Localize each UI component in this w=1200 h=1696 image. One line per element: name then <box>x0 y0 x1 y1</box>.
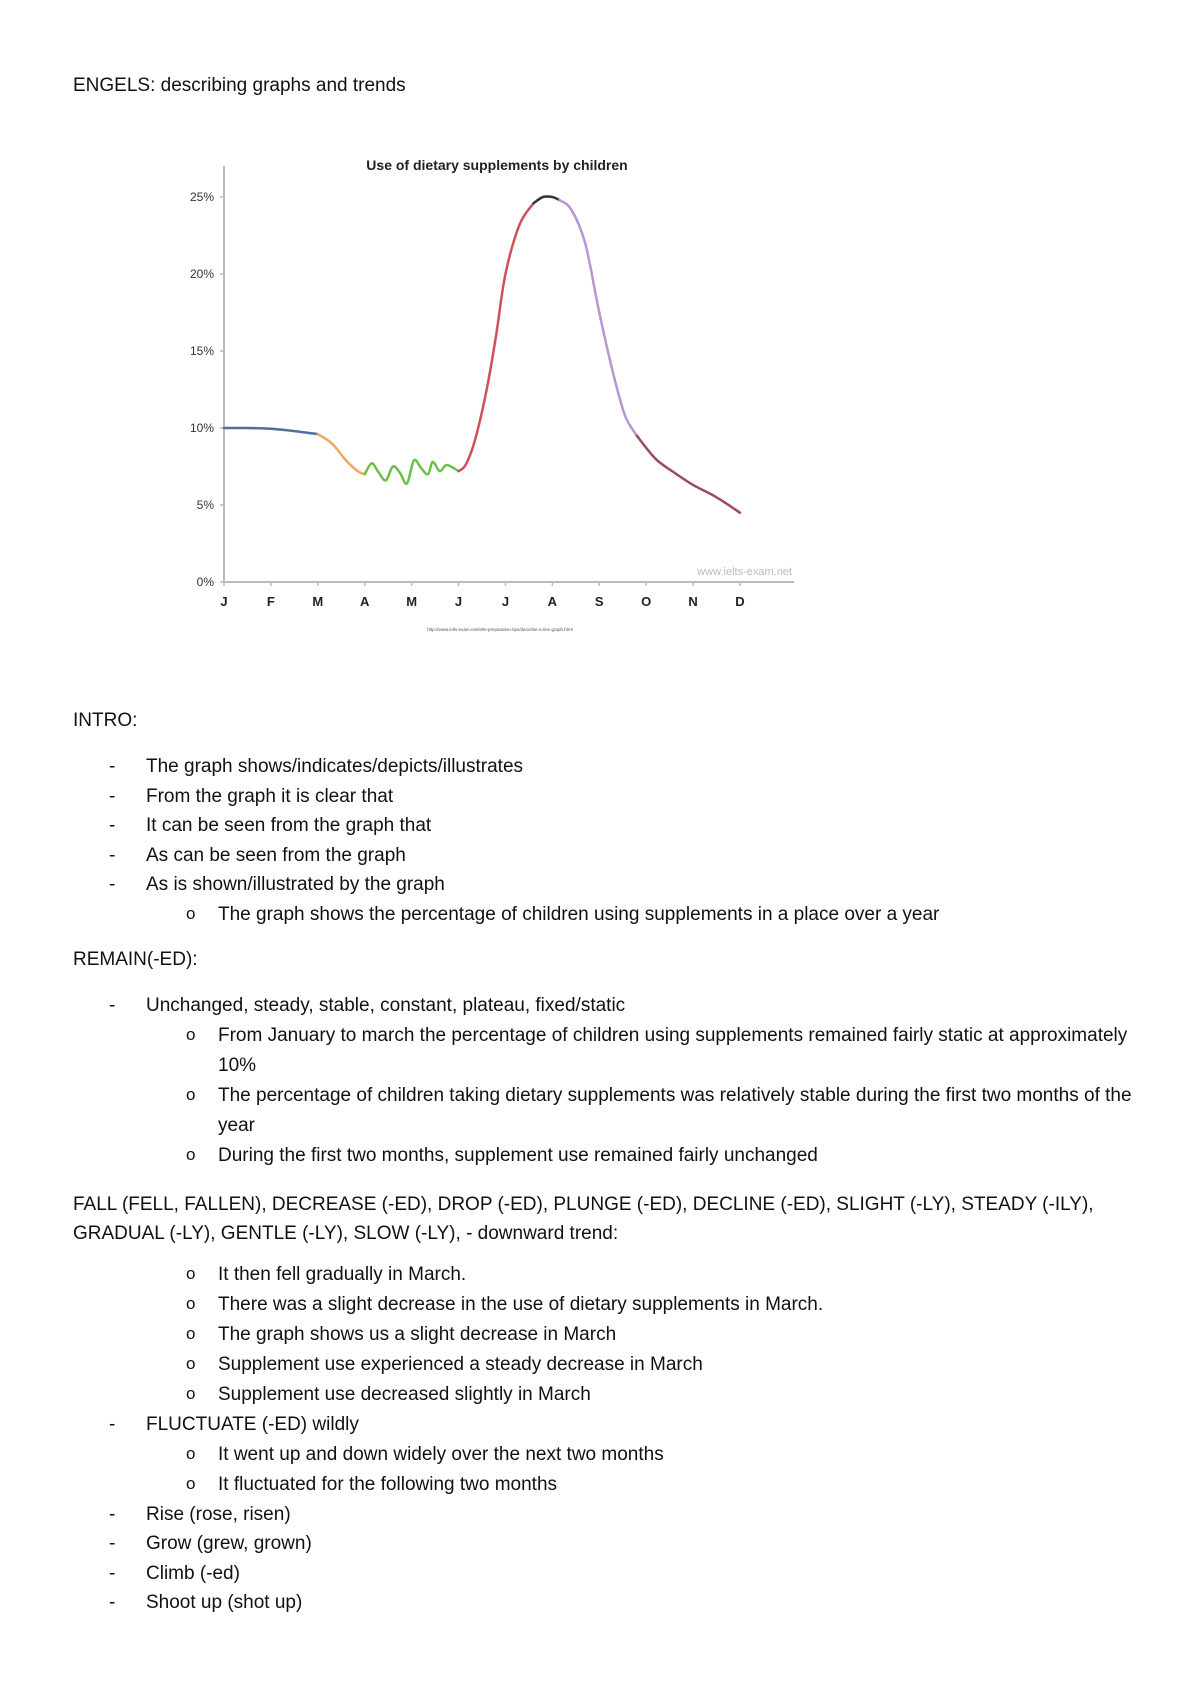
series-line-segment <box>559 200 636 436</box>
x-tick-label: J <box>454 594 463 609</box>
series-line-segment <box>637 436 740 513</box>
y-tick-label: 15% <box>189 344 214 358</box>
x-tick-label: S <box>594 594 604 609</box>
list-item: o The graph shows us a slight decrease in March <box>73 1320 1148 1350</box>
series-line-segment <box>224 428 318 434</box>
x-tick-label: A <box>360 594 370 609</box>
chart-source-url: http://www.ielts-exam.net/ielts-preparation-tips/describe-a-line-graph.html <box>427 627 573 632</box>
rise-list <box>73 1500 1148 1618</box>
list-item: - Unchanged, steady, stable, constant, plateau, fixed/static <box>73 991 1133 1021</box>
series-line-group <box>224 196 740 512</box>
list-item: o Supplement use experienced a steady decrease in March <box>73 1350 1148 1380</box>
fall-section <box>73 1190 1148 1618</box>
list-item: - As is shown/illustrated by the graph <box>73 870 939 900</box>
list-item: o It went up and down widely over the next two months <box>73 1440 1148 1470</box>
y-tick-label: 20% <box>189 267 214 281</box>
x-tick-label: D <box>735 594 745 609</box>
x-tick-label: M <box>406 594 418 609</box>
x-tick-label: O <box>641 594 652 609</box>
list-item: - Grow (grew, grown) <box>73 1529 1148 1559</box>
remain-sublist <box>73 1021 1133 1171</box>
list-item: - As can be seen from the graph <box>73 841 939 871</box>
remain-section <box>73 945 1133 1171</box>
y-tick-label: 0% <box>196 575 214 589</box>
x-tick-label: J <box>220 594 228 609</box>
series-line-segment <box>459 203 534 471</box>
remain-list <box>73 991 1133 1021</box>
list-item: - It can be seen from the graph that <box>73 811 939 841</box>
list-item: - Shoot up (shot up) <box>73 1588 1148 1618</box>
y-tick-group <box>190 190 224 589</box>
list-item: - Climb (-ed) <box>73 1559 1148 1589</box>
chart-title: Use of dietary supplements by children <box>366 157 628 173</box>
list-item: o It fluctuated for the following two months <box>73 1470 1148 1500</box>
fall-heading: FALL (FELL, FALLEN), DECREASE (-ED), DROP (-ED), PLUNGE (-ED), DECLINE (-ED), SLIGHT (-LY), STEADY (-ILY), GRADUAL (-LY), GENTLE (-LY), SLOW (-LY), - downward trend: <box>73 1194 1094 1244</box>
series-line-segment <box>534 196 560 203</box>
list-item: - FLUCTUATE (-ED) wildly <box>73 1410 1148 1440</box>
list-item: o There was a slight decrease in the use of dietary supplements in March. <box>73 1290 1148 1320</box>
list-item: o It then fell gradually in March. <box>73 1260 1148 1290</box>
list-item: - Rise (rose, risen) <box>73 1500 1148 1530</box>
y-tick-label: 5% <box>196 498 214 512</box>
intro-heading: INTRO: <box>73 710 138 731</box>
x-tick-label: A <box>547 594 558 609</box>
fluctuate-sublist <box>73 1440 1148 1500</box>
fall-sublist <box>73 1260 1148 1410</box>
x-tick-group <box>220 582 744 609</box>
fluctuate-list <box>73 1410 1148 1440</box>
x-tick-label: J <box>501 594 510 609</box>
line-chart <box>170 150 810 640</box>
intro-section <box>73 706 939 930</box>
x-tick-label: N <box>688 594 698 609</box>
remain-heading: REMAIN(-ED): <box>73 949 198 970</box>
y-tick-label: 10% <box>189 421 214 435</box>
list-item: o During the first two months, supplement use remained fairly unchanged <box>73 1141 1133 1171</box>
chart-watermark: www.ielts-exam.net <box>697 566 792 578</box>
x-tick-label: F <box>266 594 275 609</box>
list-item: - From the graph it is clear that <box>73 782 939 812</box>
list-item: o Supplement use decreased slightly in March <box>73 1380 1148 1410</box>
document-title: ENGELS: describing graphs and trends <box>73 75 406 96</box>
list-item: o The graph shows the percentage of children using supplements in a place over a year <box>73 900 939 930</box>
y-tick-label: 25% <box>189 190 214 204</box>
list-item: - The graph shows/indicates/depicts/illustrates <box>73 752 939 782</box>
list-item: o The percentage of children taking dietary supplements was relatively stable during the first two months of the year <box>73 1081 1133 1141</box>
intro-sublist <box>73 900 939 930</box>
series-line-segment <box>318 434 365 474</box>
series-line-segment <box>365 460 459 484</box>
intro-list <box>73 752 939 900</box>
list-item: o From January to march the percentage of children using supplements remained fairly static at approximately 10% <box>73 1021 1133 1081</box>
x-tick-label: M <box>312 594 324 609</box>
